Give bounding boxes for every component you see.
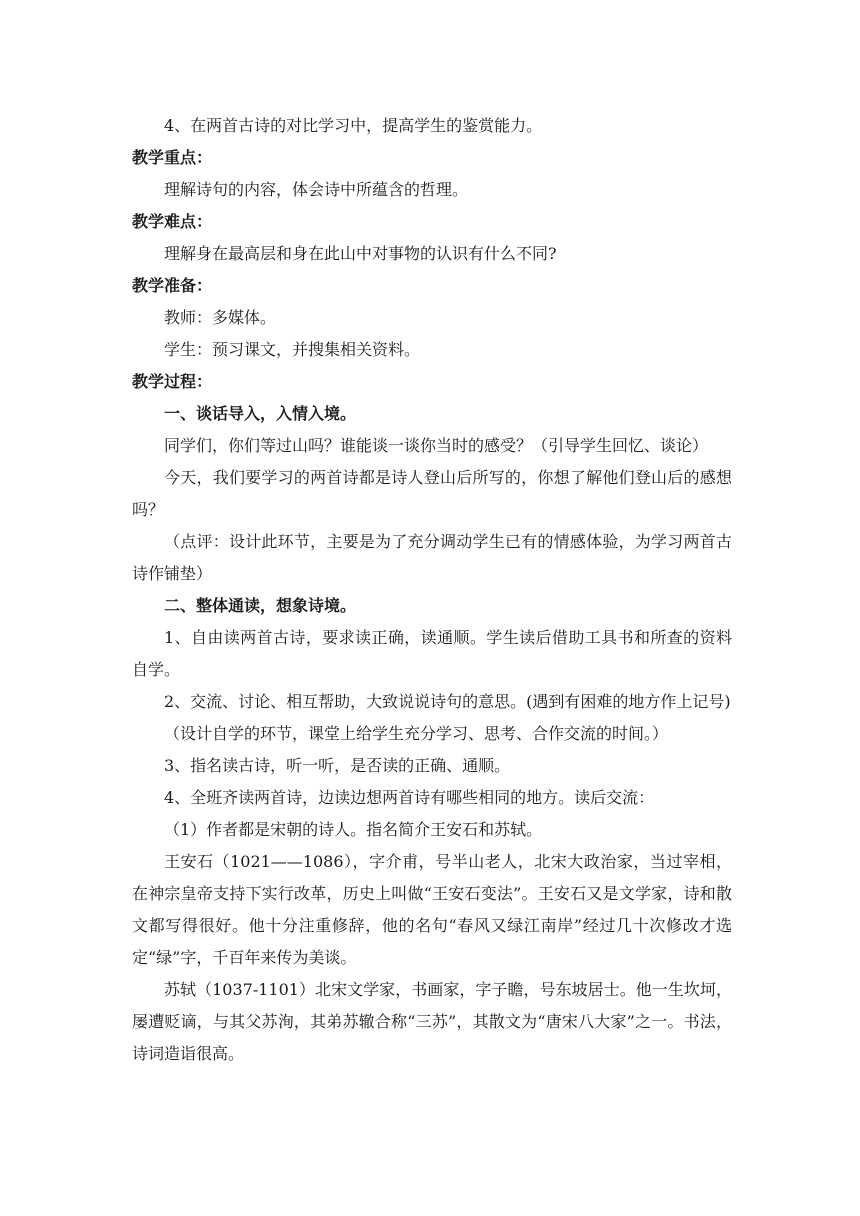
section-2-step-3: 3、指名读古诗，听一听，是否读的正确、通顺。: [164, 756, 511, 775]
heading-preparation: 教学准备：: [132, 276, 213, 295]
objective-4: 4、在两首古诗的对比学习中，提高学生的鉴赏能力。: [164, 116, 543, 135]
section-2-comment: （设计自学的环节，课堂上给学生充分学习、思考、合作交流的时间。）: [164, 724, 669, 743]
section-2-step-2: 2、交流、讨论、相互帮助，大致说说诗句的意思。(遇到有困难的地方作上记号): [164, 692, 731, 711]
section-2-title: 二、整体通读，想象诗境。: [164, 596, 357, 615]
section-2-step-4: 4、全班齐读两首诗，边读边想两首诗有哪些相同的地方。读后交流：: [164, 788, 655, 807]
section-1-para-2: 今天，我们要学习的两首诗都是诗人登山后所写的，你想了解他们登山后的感想吗？: [132, 468, 732, 519]
heading-key-points: 教学重点：: [132, 148, 213, 167]
bio-su-shi: 苏轼（1037-1101）北宋文学家，书画家，字子瞻，号东坡居士。他一生坎坷，屡遭贬谪，与其父苏洵，其弟苏辙合称“三苏”，其散文为“唐宋八大家”之一。书法，诗词造诣很高。: [132, 980, 732, 1063]
document-body: [132, 110, 732, 1070]
preparation-teacher: 教师：多媒体。: [164, 308, 277, 327]
heading-process: 教学过程：: [132, 372, 213, 391]
section-1-title: 一、谈话导入，入情入境。: [164, 404, 357, 423]
heading-difficulties: 教学难点：: [132, 212, 213, 231]
bio-wang-anshi: 王安石（1021——1086），字介甫，号半山老人，北宋大政治家，当过宰相，在神宗皇帝支持下实行改革，历史上叫做“王安石变法”。王安石又是文学家，诗和散文都写得很好。他十分注重修辞，他的名句“春风又绿江南岸”经过几十次修改才选定“绿”字，千百年来传为美谈。: [132, 852, 732, 967]
section-2-point-1: （1）作者都是宋朝的诗人。指名简介王安石和苏轼。: [164, 820, 543, 839]
difficulties-text: 理解身在最高层和身在此山中对事物的认识有什么不同?: [164, 244, 557, 263]
section-2-step-1: 1、自由读两首古诗，要求读正确，读通顺。学生读后借助工具书和所查的资料自学。: [132, 628, 732, 679]
key-points-text: 理解诗句的内容，体会诗中所蕴含的哲理。: [164, 180, 469, 199]
preparation-student: 学生：预习课文，并搜集相关资料。: [164, 340, 421, 359]
section-1-comment: （点评：设计此环节，主要是为了充分调动学生已有的情感体验，为学习两首古诗作铺垫）: [132, 532, 732, 583]
section-1-para-1: 同学们，你们等过山吗？谁能谈一谈你当时的感受？（引导学生回忆、谈论）: [164, 436, 709, 455]
